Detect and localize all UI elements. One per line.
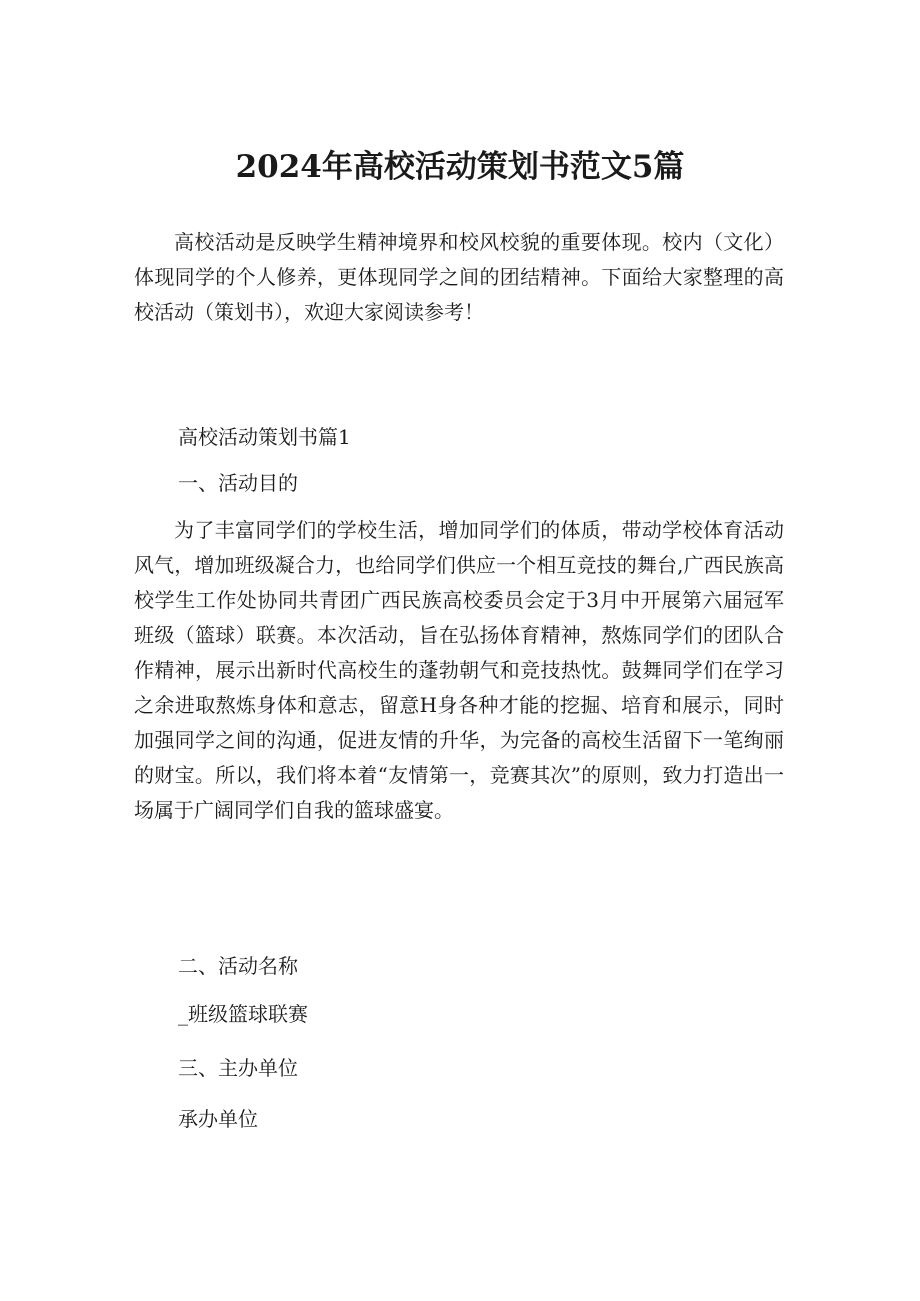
section-heading-organizer: 三、主办单位: [178, 1056, 298, 1080]
section-heading-purpose: 一、活动目的: [178, 471, 298, 495]
event-name-text: _班级篮球联赛: [178, 1002, 308, 1026]
article-heading: 高校活动策划书篇1: [178, 425, 351, 449]
co-organizer-label: 承办单位: [178, 1107, 258, 1131]
purpose-paragraph: 为了丰富同学们的学校生活，增加同学们的体质，带动学校体育活动风气，增加班级凝合力，也给同学们供应一个相互竞技的舞台,广西民族高校学生工作处协同共青团广西民族高校委员会定于3月中开展第六届冠军班级（篮球）联赛。本次活动，旨在弘扬体育精神，熬炼同学们的团队合作精神，展示出新时代高校生的蓬勃朝气和竞技热忱。鼓舞同学们在学习之余进取熬炼身体和意志，留意H身各种才能的挖掘、培育和展示，同时加强同学之间的沟通，促进友情的升华，为完备的高校生活留下一笔绚丽的财宝。所以，我们将本着“友情第一，竞赛其次”的原则，致力打造出一场属于广阔同学们自我的篮球盛宴。: [134, 518, 784, 822]
document-title: 2024年高校活动策划书范文5篇: [235, 149, 685, 185]
intro-paragraph: 高校活动是反映学生精神境界和校风校貌的重要体现。校内（文化）体现同学的个人修养，更体现同学之间的团结精神。下面给大家整理的高校活动（策划书），欢迎大家阅读参考！: [134, 230, 784, 324]
section-heading-name: 二、活动名称: [178, 954, 298, 978]
